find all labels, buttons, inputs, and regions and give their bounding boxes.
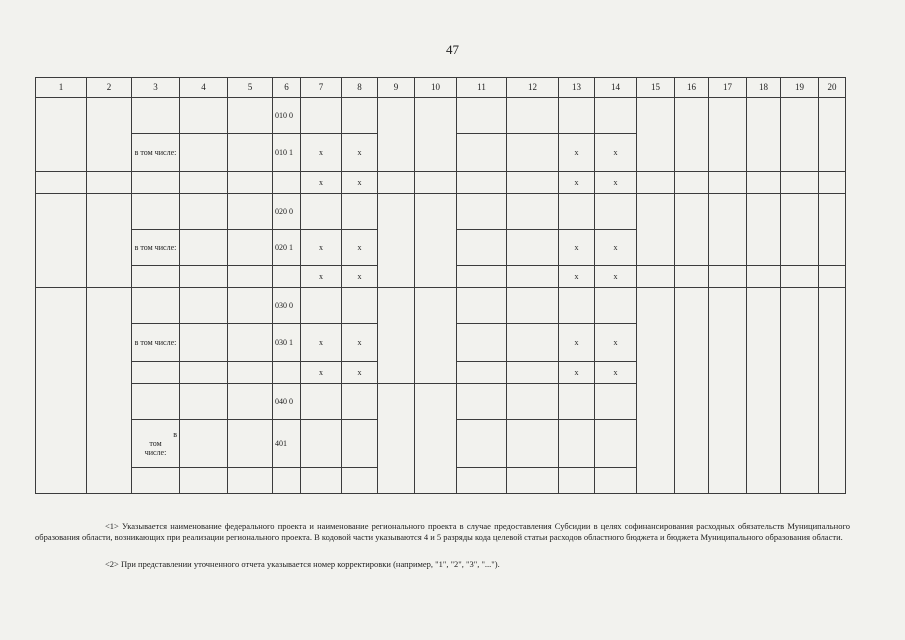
table-cell	[457, 98, 507, 134]
col-header: 4	[180, 78, 228, 98]
col-header: 18	[747, 78, 781, 98]
table-cell	[180, 362, 228, 384]
table-cell	[595, 384, 637, 420]
col-header: 12	[507, 78, 559, 98]
table-cell	[747, 194, 781, 266]
table-cell	[457, 362, 507, 384]
table-cell	[507, 324, 559, 362]
table-cell	[132, 288, 180, 324]
table-cell	[228, 362, 273, 384]
table-cell	[559, 384, 595, 420]
table-cell	[507, 468, 559, 494]
table-cell	[457, 266, 507, 288]
x-mark: x	[301, 134, 342, 172]
table-cell	[595, 420, 637, 468]
col-header: 5	[228, 78, 273, 98]
x-mark: x	[595, 266, 637, 288]
table-cell	[747, 172, 781, 194]
x-mark: x	[559, 362, 595, 384]
table-cell	[273, 172, 301, 194]
x-mark: x	[301, 172, 342, 194]
table-row	[36, 194, 846, 230]
table-row	[36, 288, 846, 324]
col-header: 6	[273, 78, 301, 98]
including-label-part: том	[149, 439, 162, 448]
table-cell	[228, 230, 273, 266]
table-cell	[637, 172, 675, 194]
table-cell	[132, 172, 180, 194]
table-cell	[709, 194, 747, 266]
table-cell	[457, 134, 507, 172]
including-label: в том числе:	[132, 134, 180, 172]
table-cell	[709, 172, 747, 194]
code-cell: 020 0	[273, 194, 301, 230]
table-cell	[559, 420, 595, 468]
table-cell	[180, 288, 228, 324]
table-cell	[747, 288, 781, 494]
table-cell	[36, 288, 87, 494]
x-mark: x	[342, 324, 378, 362]
table-row	[36, 172, 846, 194]
table-cell	[132, 194, 180, 230]
table-cell	[228, 194, 273, 230]
table-cell	[507, 230, 559, 266]
table-cell	[132, 266, 180, 288]
table-cell	[342, 98, 378, 134]
col-header: 1	[36, 78, 87, 98]
table-cell	[819, 98, 846, 172]
table-cell	[415, 98, 457, 172]
col-header: 17	[709, 78, 747, 98]
x-mark: x	[595, 324, 637, 362]
table-cell	[301, 420, 342, 468]
x-mark: x	[301, 230, 342, 266]
including-label: в том числе:	[132, 230, 180, 266]
x-mark: x	[301, 324, 342, 362]
table-cell	[301, 288, 342, 324]
table-cell	[457, 288, 507, 324]
table-cell	[87, 172, 132, 194]
table-cell	[507, 362, 559, 384]
table-cell	[709, 98, 747, 172]
table-cell	[819, 194, 846, 266]
table-cell	[415, 194, 457, 288]
table-cell	[507, 420, 559, 468]
table-cell	[180, 194, 228, 230]
col-header: 14	[595, 78, 637, 98]
table-cell	[273, 468, 301, 494]
table-cell	[595, 194, 637, 230]
table-cell	[415, 288, 457, 384]
x-mark: x	[595, 172, 637, 194]
table-cell	[595, 288, 637, 324]
x-mark: x	[595, 230, 637, 266]
including-label: в том числе:	[132, 324, 180, 362]
table-cell	[637, 194, 675, 266]
table-cell	[180, 98, 228, 134]
col-header: 7	[301, 78, 342, 98]
x-mark: x	[559, 324, 595, 362]
table-cell	[228, 134, 273, 172]
table-cell	[180, 230, 228, 266]
table-cell	[507, 172, 559, 194]
table-cell	[559, 288, 595, 324]
table-cell	[36, 194, 87, 288]
table-cell	[87, 194, 132, 288]
table-cell	[675, 98, 709, 172]
table-cell	[675, 194, 709, 266]
table-cell	[457, 230, 507, 266]
table-cell	[132, 384, 180, 420]
table-cell	[457, 194, 507, 230]
table-cell	[180, 266, 228, 288]
report-table	[35, 77, 846, 494]
table-cell	[457, 384, 507, 420]
table-cell	[781, 172, 819, 194]
table-cell	[301, 194, 342, 230]
col-header: 8	[342, 78, 378, 98]
table-cell	[559, 98, 595, 134]
table-cell	[228, 468, 273, 494]
table-cell	[709, 288, 747, 494]
x-mark: x	[595, 362, 637, 384]
table-cell	[378, 194, 415, 288]
table-cell	[507, 266, 559, 288]
col-header: 20	[819, 78, 846, 98]
x-mark: x	[342, 134, 378, 172]
table-cell	[507, 134, 559, 172]
table-cell	[228, 288, 273, 324]
table-cell	[228, 420, 273, 468]
table-cell	[342, 384, 378, 420]
table-cell	[180, 134, 228, 172]
table-cell	[595, 98, 637, 134]
including-label-part: в	[173, 430, 177, 439]
table-cell	[415, 384, 457, 494]
table-cell	[342, 288, 378, 324]
table-cell	[415, 172, 457, 194]
table-cell	[378, 288, 415, 384]
x-mark: x	[342, 172, 378, 194]
table-cell	[781, 194, 819, 266]
table-cell	[228, 384, 273, 420]
table-cell	[273, 362, 301, 384]
table-cell	[781, 266, 819, 288]
table-cell	[819, 266, 846, 288]
col-header: 10	[415, 78, 457, 98]
footnote-1: <1> Указывается наименование федерального проекта и наименование регионального проекта в случае предоставления Субсидии в целях софинансирования расходных обязательств Муниципального образования области, возникающих при реализации регионального проекта. В кодовой части указываются 4 и 5 разряды кода целевой статьи расходов областного бюджета и бюджета Муниципального образования области.	[35, 521, 850, 542]
table-cell	[180, 468, 228, 494]
table-cell	[180, 172, 228, 194]
table-cell	[301, 384, 342, 420]
col-header: 3	[132, 78, 180, 98]
table-cell	[342, 468, 378, 494]
table-cell	[637, 266, 675, 288]
table-cell	[87, 288, 132, 494]
table-cell	[781, 288, 819, 494]
col-header: 2	[87, 78, 132, 98]
table-cell	[180, 324, 228, 362]
table-cell	[273, 266, 301, 288]
table-cell	[507, 288, 559, 324]
table-cell	[637, 98, 675, 172]
page-number: 47	[446, 42, 459, 57]
table-cell	[709, 266, 747, 288]
including-label	[132, 420, 180, 468]
x-mark: x	[342, 230, 378, 266]
table-cell	[378, 172, 415, 194]
table-cell	[747, 98, 781, 172]
x-mark: x	[559, 266, 595, 288]
table-cell	[228, 266, 273, 288]
col-header: 15	[637, 78, 675, 98]
table-cell	[228, 324, 273, 362]
table-cell	[781, 98, 819, 172]
table-cell	[457, 172, 507, 194]
table-cell	[132, 362, 180, 384]
table-cell	[747, 266, 781, 288]
x-mark: x	[559, 134, 595, 172]
code-cell: 010 0	[273, 98, 301, 134]
table-cell	[180, 384, 228, 420]
footnote-2: <2> При представлении уточненного отчета указывается номер корректировки (например, "1", "2", "3", "...").	[105, 559, 500, 569]
table-cell	[36, 172, 87, 194]
including-label-part: числе:	[144, 448, 167, 457]
code-cell: 030 0	[273, 288, 301, 324]
col-header: 13	[559, 78, 595, 98]
table-cell	[180, 420, 228, 468]
table-cell	[378, 98, 415, 172]
table-row	[36, 98, 846, 134]
table-cell	[378, 384, 415, 494]
x-mark: x	[559, 172, 595, 194]
table-cell	[36, 98, 87, 172]
x-mark: x	[595, 134, 637, 172]
col-header: 19	[781, 78, 819, 98]
table-cell	[342, 194, 378, 230]
table-cell	[228, 172, 273, 194]
table-cell	[637, 288, 675, 494]
table-cell	[819, 172, 846, 194]
footnotes	[35, 521, 850, 586]
table-cell	[675, 288, 709, 494]
header-row	[36, 78, 846, 98]
table-cell	[87, 98, 132, 172]
code-cell: 020 1	[273, 230, 301, 266]
col-header: 11	[457, 78, 507, 98]
x-mark: x	[342, 266, 378, 288]
col-header: 9	[378, 78, 415, 98]
x-mark: x	[301, 362, 342, 384]
table-cell	[457, 420, 507, 468]
code-cell: 030 1	[273, 324, 301, 362]
table-cell	[132, 468, 180, 494]
x-mark: x	[559, 230, 595, 266]
table-cell	[507, 98, 559, 134]
x-mark: x	[301, 266, 342, 288]
table-cell	[228, 98, 273, 134]
table-cell	[342, 420, 378, 468]
table-cell	[595, 468, 637, 494]
code-cell: 010 1	[273, 134, 301, 172]
table-cell	[457, 324, 507, 362]
table-cell	[559, 468, 595, 494]
table-cell	[507, 384, 559, 420]
table-cell	[675, 172, 709, 194]
table-cell	[132, 98, 180, 134]
col-header: 16	[675, 78, 709, 98]
table-cell	[819, 288, 846, 494]
table-cell	[457, 468, 507, 494]
x-mark: x	[342, 362, 378, 384]
code-cell: 040 0	[273, 384, 301, 420]
table-cell	[301, 98, 342, 134]
table-cell	[675, 266, 709, 288]
table-cell	[559, 194, 595, 230]
code-cell: 401	[273, 420, 301, 468]
table-cell	[507, 194, 559, 230]
table-cell	[301, 468, 342, 494]
